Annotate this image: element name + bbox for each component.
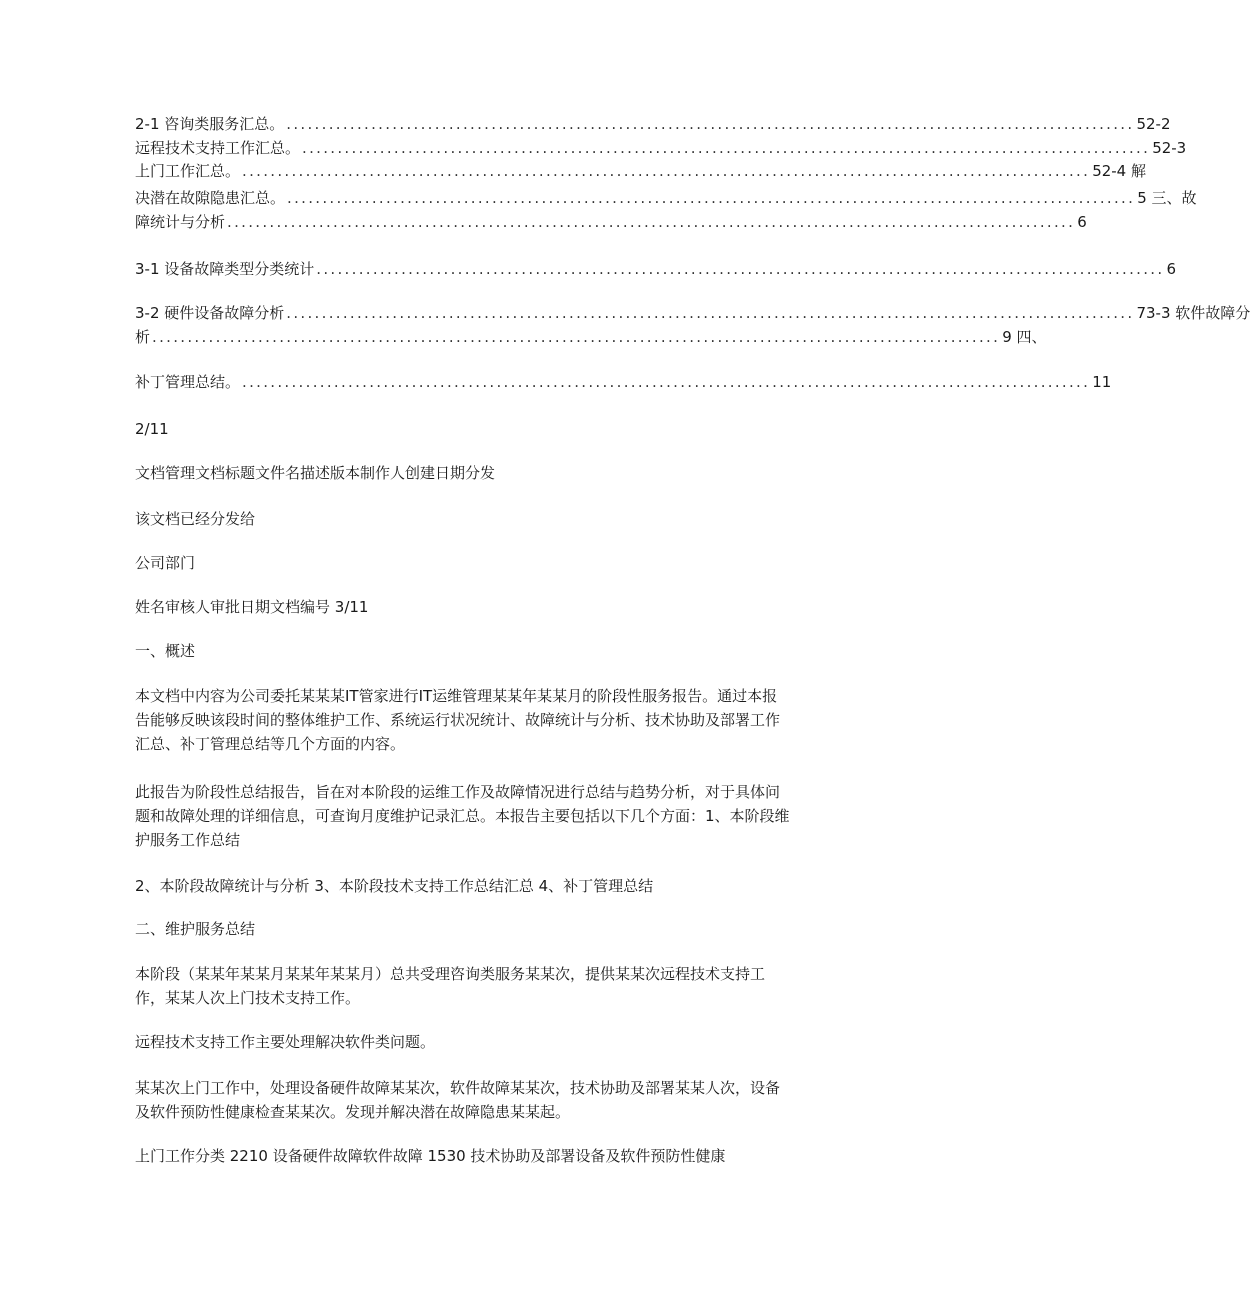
toc-entry-title: 决潜在故隙隐患汇总。 [135, 189, 286, 207]
toc-entry-title: 析 [135, 328, 151, 346]
toc-leader-dots: ........................................................................................................................ [242, 162, 1091, 180]
toc-entry-page: 52-4 解 [1092, 162, 1146, 180]
paragraph-summary-intro: 此报告为阶段性总结报告，旨在对本阶段的运维工作及故障情况进行总结与趋势分析，对于具体问题和故障处理的详细信息，可查询月度维护记录汇总。本报告主要包括以下几个方面：1、本阶段维护服务工作总结 [135, 783, 790, 849]
toc-entry-page: 6 [1166, 260, 1176, 278]
toc-leader-dots: ........................................................................................................................ [316, 260, 1165, 278]
toc-leader-dots: ........................................................................................................................ [286, 304, 1135, 322]
toc-entry[interactable] [135, 211, 1087, 233]
toc-entry[interactable] [135, 160, 1146, 182]
toc-entry-page: 6 [1077, 213, 1087, 231]
toc-entry-title: 远程技术支持工作汇总。 [135, 139, 301, 157]
toc-entry-title: 补丁管理总结。 [135, 373, 241, 391]
toc-leader-dots: ........................................................................................................................ [242, 373, 1091, 391]
paragraph-summary-list: 2、本阶段故障统计与分析 3、本阶段技术支持工作总结汇总 4、补丁管理总结 [135, 877, 654, 895]
toc-entry-page: 11 [1092, 373, 1112, 391]
toc-entry[interactable] [135, 137, 1187, 159]
toc-entry-page: 52-2 [1136, 115, 1171, 133]
paragraph-remote-support: 远程技术支持工作主要处理解决软件类问题。 [135, 1033, 436, 1051]
toc-entry-page: 5 三、故 [1137, 189, 1197, 207]
approval-line: 姓名审核人审批日期文档编号 3/11 [135, 598, 369, 616]
toc-entry[interactable] [135, 258, 1176, 280]
section-heading-maintenance: 二、维护服务总结 [135, 920, 256, 938]
toc-leader-dots: ........................................................................................................................ [152, 328, 1001, 346]
toc-leader-dots: ........................................................................................................................ [286, 115, 1135, 133]
toc-entry-title: 2-1 咨询类服务汇总。 [135, 115, 285, 133]
toc-entry-title: 3-2 硬件设备故障分析 [135, 304, 285, 322]
doc-management-line: 文档管理文档标题文件名描述版本制作人创建日期分发 [135, 464, 496, 482]
toc-entry[interactable] [135, 187, 1197, 209]
page-number: 2/11 [135, 420, 169, 438]
department-line: 公司部门 [135, 554, 196, 572]
toc-entry[interactable] [135, 371, 1112, 393]
distributed-line: 该文档已经分发给 [135, 510, 256, 528]
toc-leader-dots: ........................................................................................................................ [287, 189, 1136, 207]
toc-leader-dots: ........................................................................................................................ [227, 213, 1076, 231]
toc-entry[interactable] [135, 302, 1250, 324]
toc-entry-title: 障统计与分析 [135, 213, 226, 231]
toc-entry-page: 52-3 [1152, 139, 1187, 157]
toc-leader-dots: ........................................................................................................................ [302, 139, 1151, 157]
toc-entry[interactable] [135, 113, 1171, 135]
paragraph-onsite-categories: 上门工作分类 2210 设备硬件故障软件故障 1530 技术协助及部署设备及软件预防性健康 [135, 1147, 726, 1165]
paragraph-overview: 本文档中内容为公司委托某某某IT管家进行IT运维管理某某年某某月的阶段性服务报告。通过本报告能够反映该段时间的整体维护工作、系统运行状况统计、故障统计与分析、技术协助及部署工作汇总、补丁管理总结等几个方面的内容。 [135, 687, 781, 753]
section-heading-overview: 一、概述 [135, 642, 196, 660]
toc-entry-page: 73-3 软件故障分 [1136, 304, 1250, 322]
paragraph-period-summary: 本阶段（某某年某某月某某年某某月）总共受理咨询类服务某某次，提供某某次远程技术支持工作，某某人次上门技术支持工作。 [135, 965, 766, 1007]
paragraph-onsite-work: 某某次上门工作中，处理设备硬件故障某某次，软件故障某某次，技术协助及部署某某人次，设备及软件预防性健康检查某某次。发现并解决潜在故障隐患某某起。 [135, 1079, 781, 1121]
toc-entry-page: 9 四、 [1002, 328, 1047, 346]
toc-entry[interactable] [135, 326, 1047, 348]
toc-entry-title: 上门工作汇总。 [135, 162, 241, 180]
toc-entry-title: 3-1 设备故障类型分类统计 [135, 260, 315, 278]
